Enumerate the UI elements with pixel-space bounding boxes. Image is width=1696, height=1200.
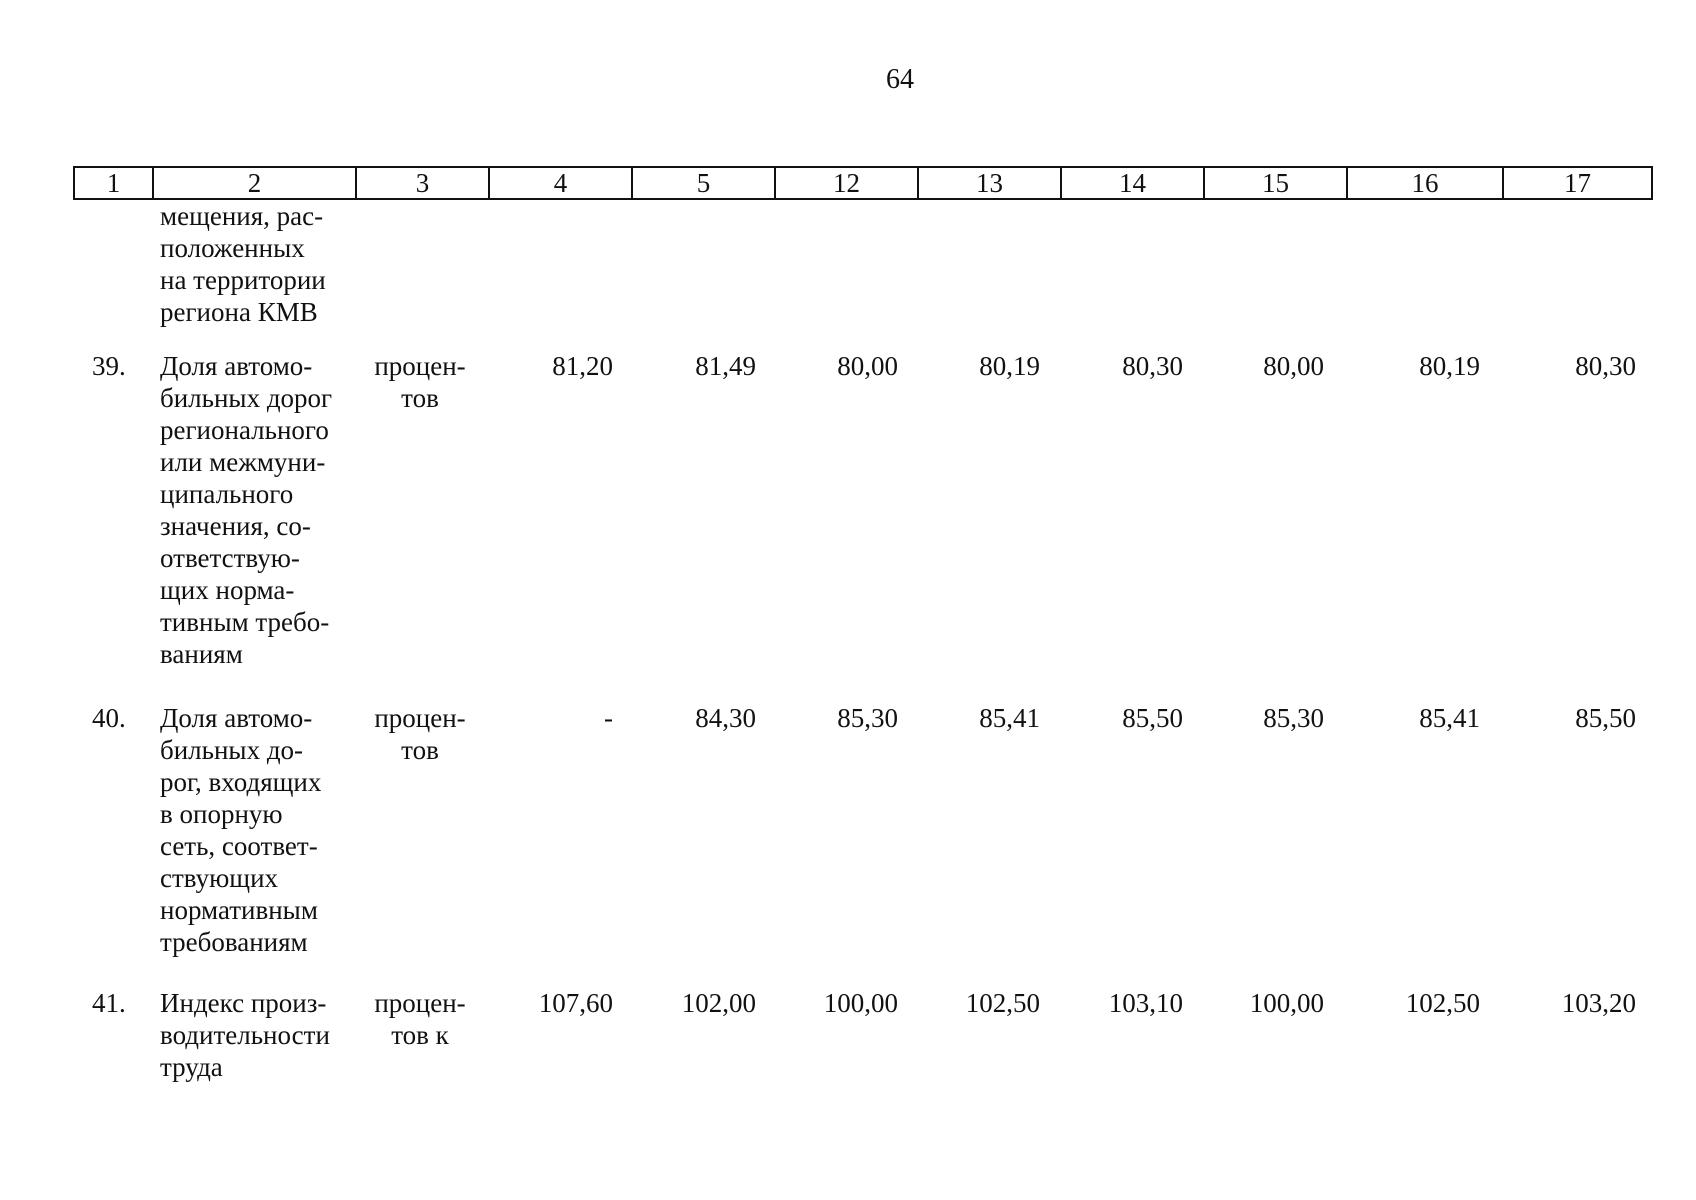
indicator-name: мещения, рас- положенных на территории региона КМВ: [160, 201, 326, 327]
value-col-12: 85,30: [837, 703, 898, 733]
value-col-14: 85,50: [1122, 703, 1183, 733]
value-col-14: 80,30: [1122, 351, 1183, 381]
value-col-12: 80,00: [837, 351, 898, 381]
header-col-17: 17: [1503, 167, 1652, 199]
value-col-15: 85,30: [1263, 703, 1324, 733]
header-col-15: 15: [1204, 167, 1347, 199]
page-number: 64: [886, 64, 914, 95]
indicator-name: Доля автомо- бильных до- рог, входящих в опорную сеть, соответ- ствующих нормативным требованиям: [160, 703, 322, 957]
value-col-13: 85,41: [979, 703, 1040, 733]
value-col-13: 80,19: [979, 351, 1040, 381]
header-col-13: 13: [918, 167, 1061, 199]
value-col-15: 80,00: [1263, 351, 1324, 381]
unit-label: процен- тов: [374, 351, 466, 413]
header-col-5: 5: [632, 167, 775, 199]
table-row-continuation: [73, 200, 1651, 350]
table-row: [73, 987, 1651, 1097]
value-col-12: 100,00: [823, 988, 898, 1018]
value-col-5: 102,00: [681, 988, 756, 1018]
row-number: 39.: [92, 351, 126, 381]
table-row: [73, 350, 1651, 702]
row-number: 40.: [92, 703, 126, 733]
value-col-13: 102,50: [965, 988, 1040, 1018]
indicator-name: Индекс произ- водительности труда: [160, 988, 330, 1082]
table-body: [73, 200, 1651, 1097]
value-col-16: 102,50: [1405, 988, 1480, 1018]
table-row: [73, 702, 1651, 987]
value-col-17: 80,30: [1575, 351, 1636, 381]
header-col-14: 14: [1061, 167, 1204, 199]
header-col-4: 4: [489, 167, 632, 199]
header-col-3: 3: [356, 167, 489, 199]
header-col-1: 1: [74, 167, 153, 199]
indicator-name: Доля автомо- бильных дорог регионального или межмуни- ципального значения, со- ответствую- щих норма- тивным требо- ваниям: [160, 351, 333, 669]
value-col-4: 81,20: [552, 351, 613, 381]
value-col-5: 81,49: [695, 351, 756, 381]
value-col-5: 84,30: [695, 703, 756, 733]
header-col-12: 12: [775, 167, 918, 199]
value-col-16: 80,19: [1419, 351, 1480, 381]
header-col-2: 2: [153, 167, 356, 199]
value-col-16: 85,41: [1419, 703, 1480, 733]
value-col-14: 103,10: [1108, 988, 1183, 1018]
unit-label: процен- тов к: [374, 988, 466, 1050]
table-header: [73, 166, 1653, 200]
value-col-17: 85,50: [1575, 703, 1636, 733]
value-col-15: 100,00: [1249, 988, 1324, 1018]
header-col-16: 16: [1347, 167, 1503, 199]
value-col-4: -: [604, 703, 613, 733]
value-col-4: 107,60: [538, 988, 613, 1018]
unit-label: процен- тов: [374, 703, 466, 765]
value-col-17: 103,20: [1561, 988, 1636, 1018]
row-number: 41.: [92, 988, 126, 1018]
